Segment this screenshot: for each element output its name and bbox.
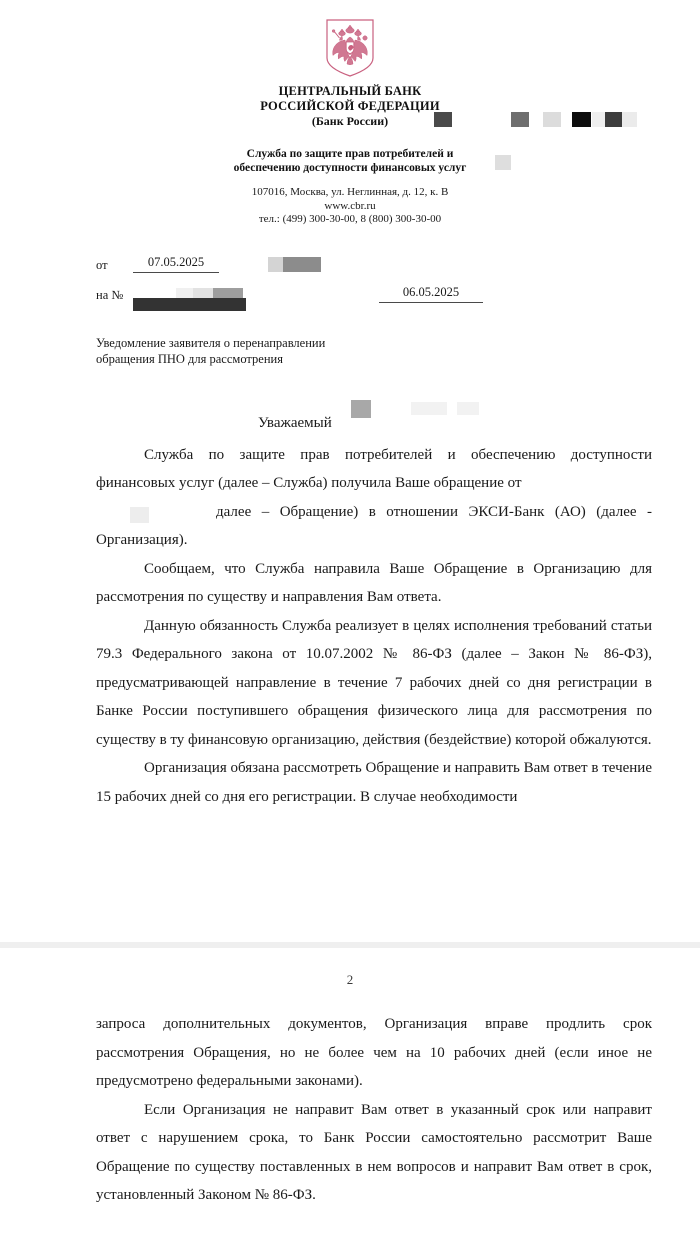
- outgoing-date-field: 07.05.2025: [133, 255, 219, 273]
- redaction-reply-bar: [133, 298, 246, 311]
- organization-name-line-2: РОССИЙСКОЙ ФЕДЕРАЦИИ: [260, 98, 440, 113]
- paragraph: запроса дополнительных документов, Организация вправе продлить срок рассмотрения Обращения, но не более чем на 10 рабочих дней (если иное не предусмотрено федеральными законами).: [96, 1016, 652, 1089]
- redaction-header-6: [605, 112, 622, 127]
- reply-to-label: на №: [96, 287, 124, 302]
- reference-block: [0, 253, 700, 329]
- salutation: [0, 415, 700, 441]
- document-page-2: [0, 948, 700, 1237]
- russian-coat-of-arms-icon: [324, 18, 376, 78]
- redaction-header-7: [622, 112, 637, 127]
- redaction-salutation-1: [351, 400, 371, 418]
- department-name-line-2: обеспечению доступности финансовых услуг: [233, 162, 467, 174]
- phone-numbers: тел.: (499) 300-30-00, 8 (800) 300-30-00: [258, 213, 442, 225]
- redaction-header-2: [511, 112, 529, 127]
- website-url: www.cbr.ru: [324, 199, 376, 212]
- redaction-from-1: [268, 257, 283, 272]
- department-name-line-1: Служба по защите прав потребителей и: [246, 148, 454, 160]
- paragraph: Если Организация не направит Вам ответ в указанный срок или направит ответ с нарушением срока, то Банк России самостоятельно рассмотрит Ваше Обращение по существу поставленных в нем вопросов и направит Вам ответ в срок, установленный Законом № 86-ФЗ.: [96, 1101, 652, 1203]
- body-page-2: [0, 988, 700, 1210]
- body-page-1: [0, 441, 700, 812]
- paragraph: Данную обязанность Служба реализует в целях исполнения требований статьи 79.3 Федерального закона от 10.07.2002 № 86-ФЗ (далее – Закон № 86-ФЗ), предусматривающей направление в течение 7 рабочих дней со дня регистрации в Банке России поступившего обращения физического лица для рассмотрения по существу в ту финансовую организацию, действия (бездействие) которой обжалуются.: [96, 617, 652, 748]
- redaction-salutation-3: [457, 402, 479, 415]
- subject-line-1: Уведомление заявителя о перенаправлении: [96, 335, 326, 350]
- page-number: 2: [346, 972, 354, 987]
- redaction-header-4: [572, 112, 591, 127]
- subject-line-2: обращения ПНО для рассмотрения: [96, 351, 283, 366]
- redaction-salutation-2: [411, 402, 447, 415]
- subject-line: [0, 335, 396, 367]
- redaction-body-1: [130, 507, 149, 523]
- redaction-header-5: [592, 112, 605, 127]
- salutation-text: Уважаемый: [258, 414, 332, 431]
- from-label: от: [96, 257, 108, 272]
- paragraph: Сообщаем, что Служба направила Ваше Обращение в Организацию для рассмотрения по существу и направления Вам ответа.: [96, 560, 652, 605]
- postal-address: 107016, Москва, ул. Неглинная, д. 12, к. В: [251, 186, 449, 198]
- outgoing-reference-row: [96, 253, 700, 283]
- organization-short-name: (Банк России): [311, 114, 389, 128]
- redaction-from-2: [283, 257, 321, 272]
- paragraph: далее – Обращение) в отношении ЭКСИ-Банк (АО) (далее - Организация).: [96, 503, 652, 548]
- redaction-header-3: [543, 112, 561, 127]
- paragraph: Служба по защите прав потребителей и обеспечению доступности финансовых услуг (далее – Служба) получила Ваше обращение от: [96, 446, 652, 491]
- organization-name-line-1: ЦЕНТРАЛЬНЫЙ БАНК: [278, 84, 422, 98]
- redaction-header-1: [434, 112, 452, 127]
- paragraph: Организация обязана рассмотреть Обращение и направить Вам ответ в течение 15 рабочих дней со дня его регистрации. В случае необходимости: [96, 760, 652, 805]
- incoming-date-field: 06.05.2025: [379, 285, 483, 303]
- redaction-header-8: [495, 155, 511, 170]
